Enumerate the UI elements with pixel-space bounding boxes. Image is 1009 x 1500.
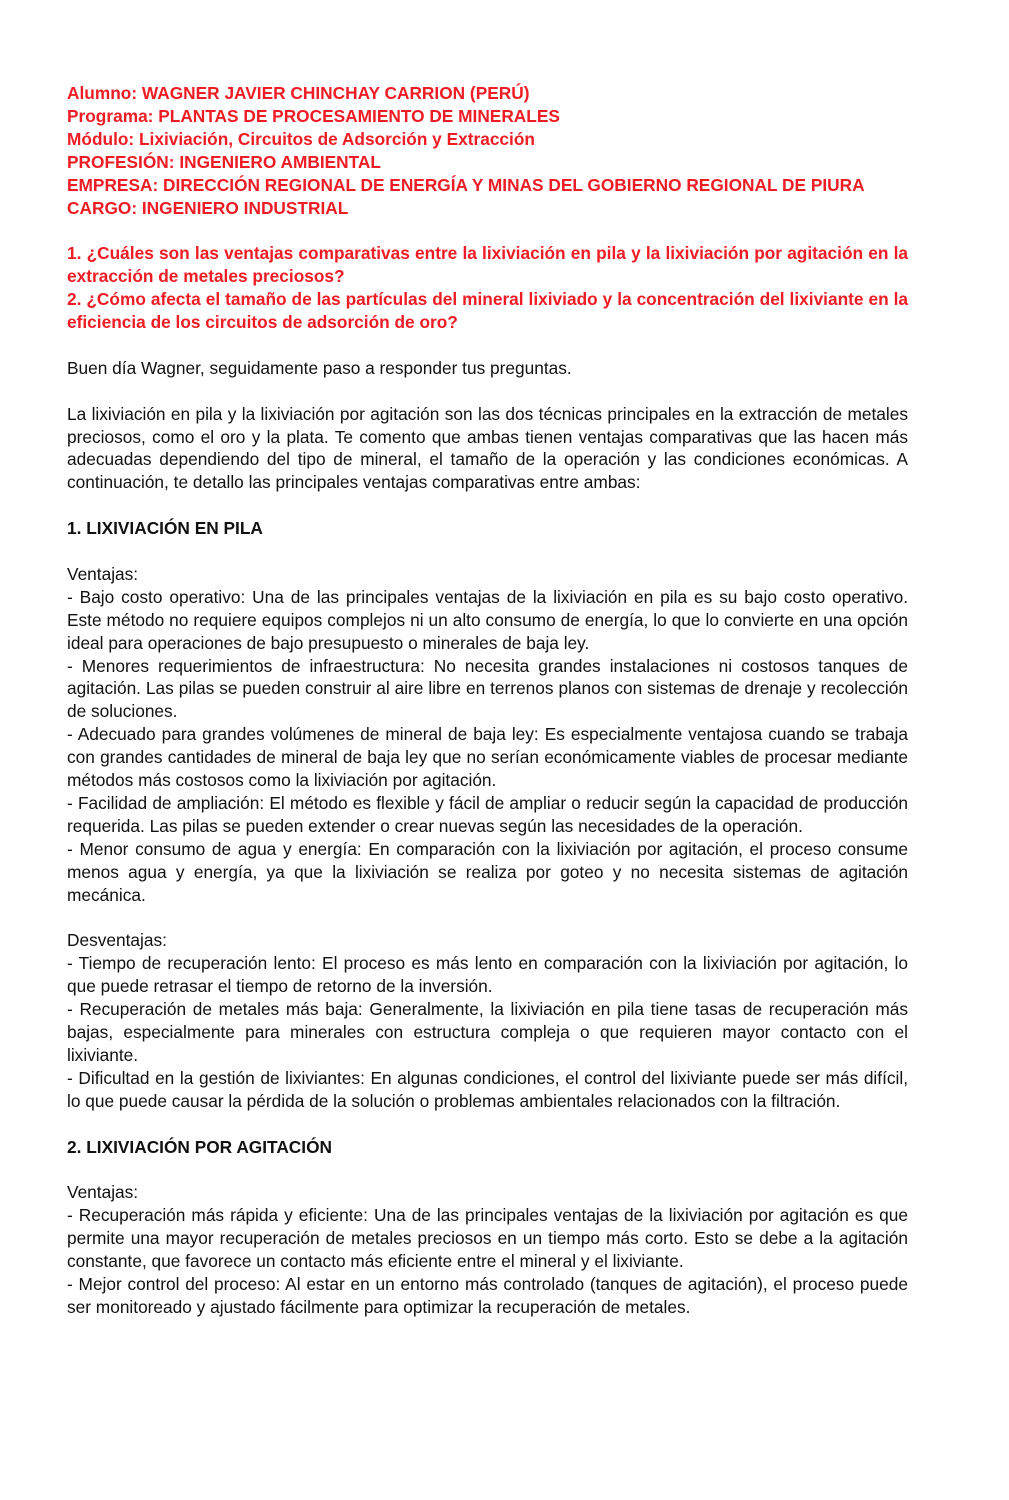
list-item: - Recuperación más rápida y eficiente: Una de las principales ventajas de la lixiviación por agitación es que permite una mayor recuperación de metales preciosos en un tiempo más corto. Esto se debe a la agitación constante, que favorece un contacto más eficiente entre el mineral y el lixiviante. — [67, 1205, 908, 1272]
profession: PROFESIÓN: INGENIERO AMBIENTAL — [67, 151, 381, 172]
section-1-desventajas-label: Desventajas: — [67, 930, 167, 951]
section-1-desventajas-list — [67, 952, 908, 1112]
list-item: - Dificultad en la gestión de lixiviantes: En algunas condiciones, el control del lixiviante puede ser más difícil, lo que puede causar la pérdida de la solución o problemas ambientales relacionados con la filtración. — [67, 1067, 908, 1111]
greeting: Buen día Wagner, seguidamente paso a responder tus preguntas. — [67, 357, 572, 378]
list-item: - Adecuado para grandes volúmenes de mineral de baja ley: Es especialmente ventajosa cuando se trabaja con grandes cantidades de mineral de baja ley que no serían económicamente viables de procesar mediante métodos más costosos como la lixiviación por agitación. — [67, 724, 908, 791]
questions-block — [67, 242, 908, 334]
list-item: - Tiempo de recuperación lento: El proceso es más lento en comparación con la lixiviación por agitación, lo que puede retrasar el tiempo de retorno de la inversión. — [67, 953, 908, 997]
intro-paragraph: La lixiviación en pila y la lixiviación por agitación son las dos técnicas principales en la extracción de metales preciosos, como el oro y la plata. Te comento que ambas tienen ventajas comparativas que las hacen más adecuadas dependiendo del tipo de mineral, el tamaño de la operación y las condiciones económicas. A continuación, te detallo las principales ventajas comparativas entre ambas: — [67, 403, 908, 493]
header-block — [67, 82, 908, 219]
section-2-ventajas-list — [67, 1204, 908, 1319]
list-item: - Menor consumo de agua y energía: En comparación con la lixiviación por agitación, el proceso consume menos agua y energía, ya que la lixiviación se realiza por goteo y no necesita sistemas de agitación mecánica. — [67, 838, 908, 905]
module-name: Módulo: Lixiviación, Circuitos de Adsorción y Extracción — [67, 128, 535, 149]
document-page — [67, 82, 908, 1319]
list-item: - Menores requerimientos de infraestructura: No necesita grandes instalaciones ni costosos tanques de agitación. Las pilas se pueden construir al aire libre en terrenos planos con sistemas de drenaje y recolección de soluciones. — [67, 655, 908, 722]
section-1-title: 1. LIXIVIACIÓN EN PILA — [67, 518, 263, 539]
section-1-ventajas-list — [67, 586, 908, 907]
company: EMPRESA: DIRECCIÓN REGIONAL DE ENERGÍA Y MINAS DEL GOBIERNO REGIONAL DE PIURA — [67, 174, 865, 195]
section-2-title: 2. LIXIVIACIÓN POR AGITACIÓN — [67, 1136, 332, 1157]
student-name: Alumno: WAGNER JAVIER CHINCHAY CARRION (PERÚ) — [67, 83, 530, 103]
list-item: - Mejor control del proceso: Al estar en un entorno más controlado (tanques de agitación), el proceso puede ser monitoreado y ajustado fácilmente para optimizar la recuperación de metales. — [67, 1274, 908, 1317]
list-item: - Bajo costo operativo: Una de las principales ventajas de la lixiviación en pila es su bajo costo operativo. Este método no requiere equipos complejos ni un alto consumo de energía, lo que lo convierte en una opción ideal para operaciones de bajo presupuesto o minerales de baja ley. — [67, 586, 908, 653]
section-1-ventajas-label: Ventajas: — [67, 563, 139, 584]
list-item: - Recuperación de metales más baja: Generalmente, la lixiviación en pila tiene tasas de recuperación más bajas, especialmente para minerales con estructura compleja o que requieren mayor contacto con el lixiviante. — [67, 999, 908, 1065]
position: CARGO: INGENIERO INDUSTRIAL — [67, 197, 349, 218]
list-item: - Facilidad de ampliación: El método es flexible y fácil de ampliar o reducir según la capacidad de producción requerida. Las pilas se pueden extender o crear nuevas según las necesidades de la operación. — [67, 793, 908, 836]
program-name: Programa: PLANTAS DE PROCESAMIENTO DE MINERALES — [67, 105, 560, 126]
question-1: 1. ¿Cuáles son las ventajas comparativas entre la lixiviación en pila y la lixiviación por agitación en la extracción de metales preciosos? — [67, 243, 908, 287]
section-2-ventajas-label: Ventajas: — [67, 1182, 139, 1203]
question-2: 2. ¿Cómo afecta el tamaño de las partículas del mineral lixiviado y la concentración del lixiviante en la eficiencia de los circuitos de adsorción de oro? — [67, 289, 908, 333]
